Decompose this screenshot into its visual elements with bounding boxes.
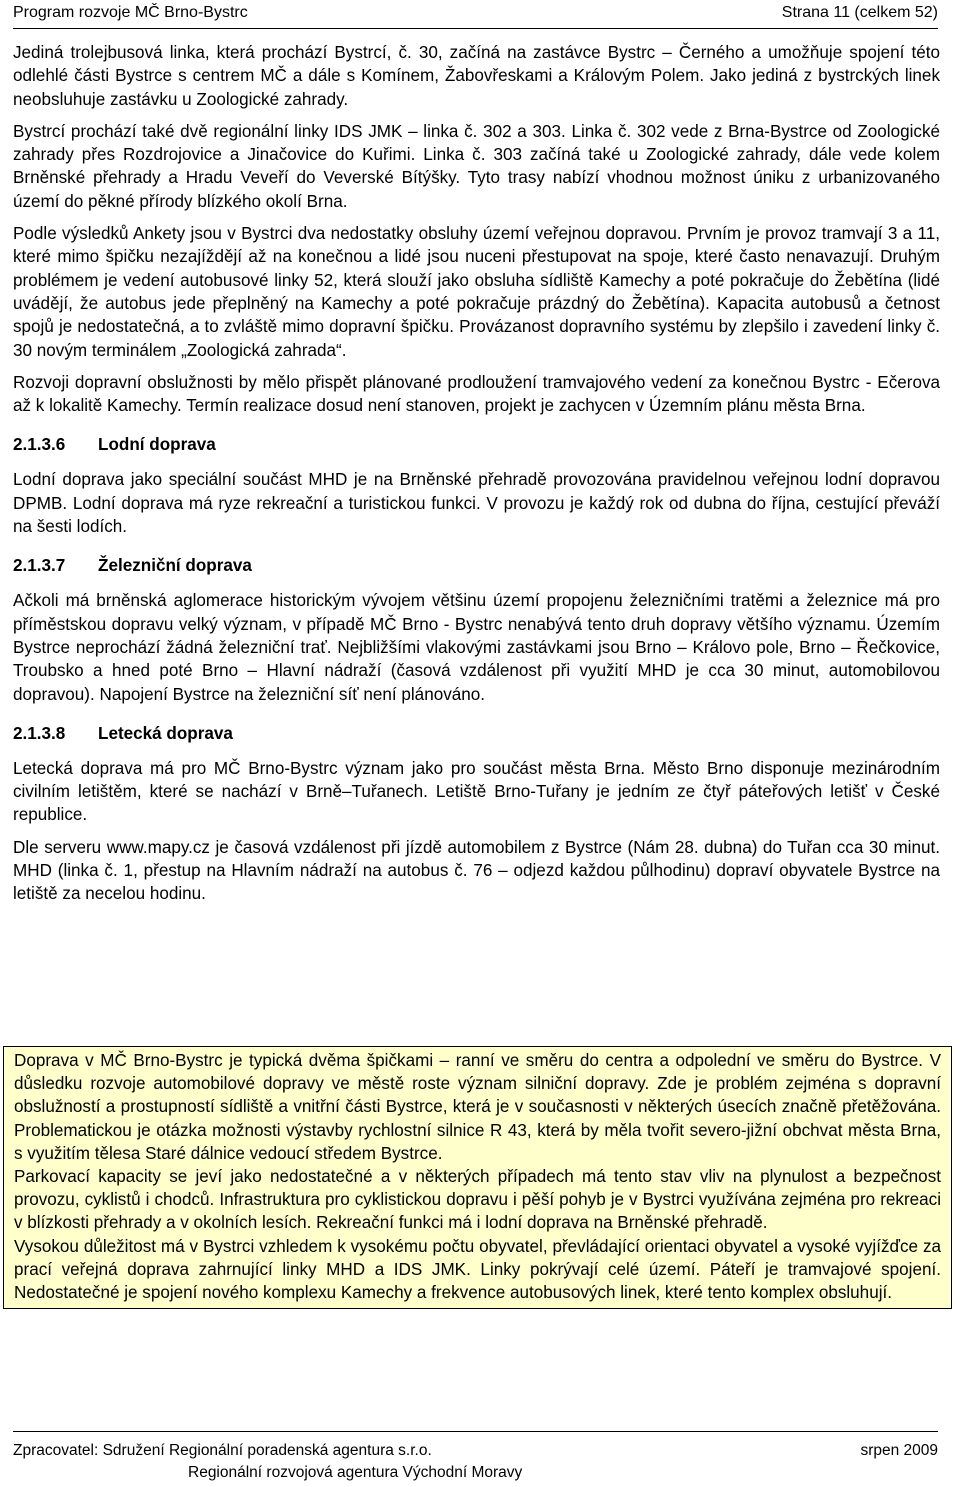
- paragraph-air-transport: Letecká doprava má pro MČ Brno-Bystrc význam jako pro součást města Brna. Město Brno disponuje mezinárodním civilním letištěm, které se nachází v Brně–Tuřanech. Letiště Brno-Tuřany je jedním ze čtyř páteřových letišť v České republice.: [13, 758, 940, 825]
- section-heading-boat-transport: [13, 433, 940, 456]
- section-number: 2.1.3.6: [13, 435, 66, 455]
- section-heading-rail-transport: [13, 554, 940, 577]
- footer-author-line2: Regionální rozvojová agentura Východní Moravy: [188, 1464, 523, 1481]
- paragraph-rail-transport: Ačkoli má brněnská aglomerace historickým vývojem většinu území propojenu železničními tratěmi a železnice má pro příměstskou dopravu velký význam, v případě MČ Brno - Bystrc nenabývá tento druh dopravy většího významu. Územím Bystrce neprochází žádná železniční trať. Nejbližšími vlakovými zastávkami jsou Brno – Královo pole, Brno – Řečkovice, Troubsko a hned poté Brno – Hlavní nádraží (časová vzdálenost při využití MHD je cca 30 minut, automobilovou dopravou). Napojení Bystrce na železniční síť není plánováno.: [13, 591, 940, 704]
- page-header: [13, 2, 938, 29]
- document-title: Program rozvoje MČ Brno-Bystrc: [13, 4, 248, 21]
- footer-date: srpen 2009: [860, 1442, 938, 1459]
- summary-paragraph: Parkovací kapacity se jeví jako nedostatečné a v některých případech má tento stav vliv na plynulost a bezpečnost provozu, cyklistů i chodců. Infrastruktura pro cyklistickou dopravu i pěší pohyb je v Bystrci využívána zejména pro rekreaci v blízkosti přehrady a v okolních lesích. Rekreační funkci má i lodní doprava na Brněnské přehradě.: [14, 1167, 941, 1233]
- section-title: Lodní doprava: [98, 435, 216, 455]
- paragraph-survey-results: Podle výsledků Ankety jsou v Bystrci dva nedostatky obsluhy území veřejnou dopravou. Prvním je provoz tramvají 3 a 11, které mimo špičku nezajíždějí až na konečnou a lidé jsou nuceni přestupovat na spoje, které často nenavazují. Druhým problémem je vedení autobusové linky 52, která slouží jako obsluha sídliště Kamechy a poté pokračuje do Žebětína (lidé uvádějí, že autobus jede přeplněný na Kamechy a poté pokračuje prázdný do Žebětína). Kapacita autobusů a četnost spojů je nedostatečná, a to zvláště mimo dopravní špičku. Provázanost dopravního systému by zlepšilo i zavedení linky č. 30 novým terminálem „Zoologická zahrada“.: [13, 224, 940, 360]
- paragraph-regional-lines: Bystrcí prochází také dvě regionální linky IDS JMK – linka č. 302 a 303. Linka č. 302 vede z Brna-Bystrce od Zoologické zahrady přes Rozdrojovice a Jinačovice do Kuřimi. Linka č. 303 začíná také u Zoologické zahrady, dále vede kolem Brněnské přehrady a Hradu Veveří do Veverské Bítýšky. Tyto trasy nabízí vhodnou možnost úniku z urbanizovaného území do pěkné přírody blízkého okolí Brna.: [13, 121, 940, 211]
- summary-paragraph: Vysokou důležitost má v Bystrci vzhledem k vysokému počtu obyvatel, převládající orientaci obyvatel a vysoké vyjížďce za prací veřejná doprava zahrnující linky MHD a IDS JMK. Linky pokrývají celé území. Páteří je tramvajové spojení. Nedostatečné je spojení nového komplexu Kamechy a frekvence autobusových linek, které tento komplex obsluhují.: [14, 1236, 941, 1303]
- page-number: Strana 11 (celkem 52): [781, 4, 938, 21]
- section-number: 2.1.3.7: [13, 556, 66, 576]
- page-footer: [13, 1431, 938, 1484]
- summary-paragraph: Doprava v MČ Brno-Bystrc je typická dvěma špičkami – ranní ve směru do centra a odpolední ve směru do Bystrce. V důsledku rozvoje automobilové dopravy ve městě roste význam silniční dopravy. Zde je problém zejména s dopravní obslužností a prostupností sídliště a vnitřní části Bystrce, která je v současnosti v některých úsecích značně přetěžována. Problematickou je otázka možnosti výstavby rychlostní silnice R 43, která by měla tvořit severo-jižní obchvat města Brna, s využitím tělesa Staré dálnice vedoucí středem Bystrce.: [14, 1051, 941, 1163]
- section-number: 2.1.3.8: [13, 723, 66, 743]
- paragraph-trolleybus: Jediná trolejbusová linka, která prochází Bystrcí, č. 30, začíná na zastávce Bystrc – Černého a umožňuje spojení této odlehlé části Bystrce s centrem MČ a dále s Komínem, Žabovřeskami a Královým Polem. Jako jediná z bystrckých linek neobsluhuje zastávku u Zoologické zahrady.: [13, 43, 940, 109]
- footer-author: Zpracovatel: Sdružení Regionální poradenská agentura s.r.o.: [13, 1442, 432, 1459]
- paragraph-tram-extension: Rozvoji dopravní obslužnosti by mělo přispět plánované prodloužení tramvajového vedení za konečnou Bystrc - Ečerova až k lokalitě Kamechy. Termín realizace dosud není stanoven, projekt je zachycen v Územním plánu města Brna.: [13, 372, 940, 416]
- summary-box: [3, 1046, 952, 1309]
- section-title: Železniční doprava: [98, 556, 252, 576]
- paragraph-boat-transport: Lodní doprava jako speciální součást MHD je na Brněnské přehradě provozována pravidelnou veřejnou lodní dopravou DPMB. Lodní doprava má ryze rekreační a turistickou funkci. V provozu je každý rok od dubna do října, cestující převáží na šesti lodích.: [13, 470, 940, 537]
- section-title: Letecká doprava: [98, 723, 233, 743]
- section-heading-air-transport: [13, 722, 940, 745]
- page-content: [13, 41, 940, 906]
- paragraph-airport-travel-time: Dle serveru www.mapy.cz je časová vzdálenost při jízdě automobilem z Bystrce (Nám 28. dubna) do Tuřan cca 30 minut. MHD (linka č. 1, přestup na Hlavním nádraží na autobus č. 76 – odjezd každou půlhodinu) dopraví obyvatele Bystrce na letiště za necelou hodinu.: [13, 837, 940, 904]
